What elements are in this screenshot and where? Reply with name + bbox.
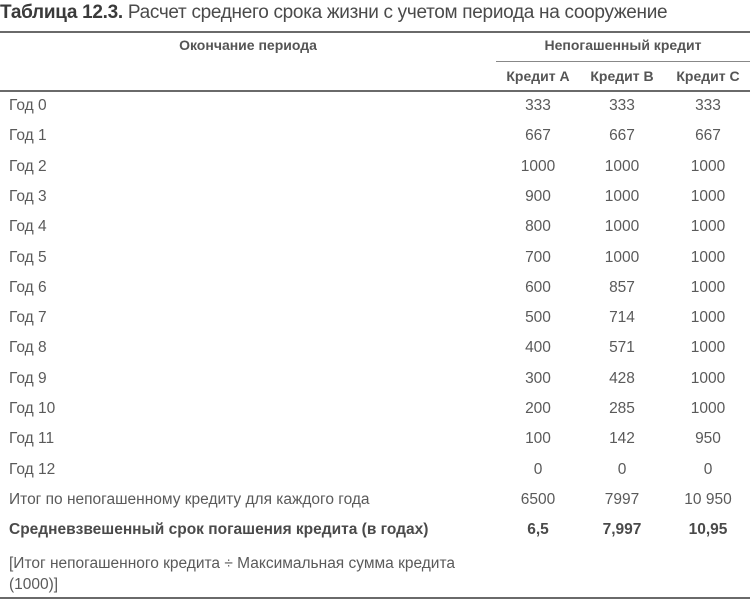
cell-credit-b: 285: [609, 400, 635, 417]
cell-credit-c: 1000: [690, 400, 726, 417]
table-row: [0, 456, 750, 486]
row-label: Год 4: [9, 218, 47, 236]
cell-credit-b: 1000: [604, 218, 640, 236]
header-unpaid-credit: Непогашенный кредит: [544, 37, 702, 53]
weighted-c: 10,95: [688, 521, 728, 538]
cell-credit-c: 1000: [690, 218, 726, 236]
cell-credit-b: 1000: [604, 248, 640, 266]
table-row: [0, 425, 750, 455]
table-row: [0, 244, 750, 274]
total-c: 10 950: [684, 491, 732, 508]
cell-credit-a: 1000: [520, 157, 556, 175]
table-number: Таблица 12.3.: [0, 2, 123, 23]
row-label: Год 5: [9, 248, 47, 266]
formula-note: [Итог непогашенного кредита ÷ Максимальная сумма кредита (1000)]: [9, 555, 456, 593]
row-label: Год 1: [9, 127, 47, 145]
table-row: [0, 395, 750, 425]
cell-credit-a: 400: [525, 339, 551, 357]
cell-credit-b: 571: [609, 339, 635, 357]
header-period: Окончание периода: [179, 37, 317, 53]
row-label: Год 6: [9, 278, 47, 296]
cell-credit-b: 0: [617, 460, 627, 478]
weighted-row: [0, 516, 750, 546]
table-row: [0, 92, 750, 122]
cell-credit-c: 1000: [690, 309, 726, 327]
cell-credit-c: 1000: [690, 278, 726, 296]
cell-credit-a: 0: [533, 460, 543, 478]
row-label: Год 12: [9, 460, 56, 478]
weighted-label: Средневзвешенный срок погашения кредита (в годах): [9, 521, 429, 538]
header-credit-a: Кредит A: [506, 68, 570, 84]
row-label: Год 10: [9, 400, 56, 417]
cell-credit-c: 1000: [690, 339, 726, 357]
bottom-rule: [0, 597, 750, 599]
cell-credit-c: 0: [703, 460, 713, 478]
table-title: [0, 2, 667, 24]
cell-credit-b: 428: [609, 369, 635, 387]
cell-credit-c: 1000: [690, 157, 726, 175]
cell-credit-a: 700: [525, 248, 551, 266]
table-row: [0, 153, 750, 183]
top-rule: [0, 31, 750, 33]
cell-credit-a: 500: [525, 309, 551, 327]
total-a: 6500: [520, 491, 556, 508]
row-label: Год 9: [9, 369, 47, 387]
cell-credit-b: 1000: [604, 187, 640, 205]
weighted-a: 6,5: [527, 521, 549, 538]
subheader-rule: [496, 61, 750, 62]
row-label: Год 8: [9, 339, 47, 357]
cell-credit-c: 1000: [690, 369, 726, 387]
row-label: Год 7: [9, 309, 47, 327]
table-row: [0, 213, 750, 243]
total-label: Итог по непогашенному кредиту для каждого года: [9, 491, 370, 508]
cell-credit-a: 300: [525, 369, 551, 387]
table-row: [0, 334, 750, 364]
cell-credit-b: 333: [609, 97, 635, 114]
cell-credit-c: 1000: [690, 187, 726, 205]
cell-credit-b: 667: [609, 127, 635, 145]
cell-credit-a: 900: [525, 187, 551, 205]
row-label: Год 11: [9, 430, 55, 448]
cell-credit-c: 333: [695, 97, 721, 114]
cell-credit-c: 1000: [690, 248, 726, 266]
cell-credit-a: 333: [525, 97, 551, 114]
header-credit-c: Кредит C: [676, 68, 740, 84]
table-row: [0, 183, 750, 213]
cell-credit-a: 800: [525, 218, 551, 236]
cell-credit-b: 1000: [604, 157, 640, 175]
cell-credit-a: 667: [525, 127, 551, 145]
cell-credit-a: 100: [525, 430, 551, 448]
row-label: Год 2: [9, 157, 47, 175]
cell-credit-c: 950: [695, 430, 721, 448]
total-row: [0, 486, 750, 516]
table-caption: Расчет среднего срока жизни с учетом периода на сооружение: [127, 2, 668, 23]
row-label: Год 0: [9, 97, 47, 114]
table-row: [0, 304, 750, 334]
weighted-b: 7,997: [602, 521, 642, 538]
table-row: [0, 274, 750, 304]
cell-credit-b: 714: [609, 309, 635, 327]
cell-credit-a: 600: [525, 278, 551, 296]
cell-credit-b: 142: [609, 430, 635, 448]
table-row: [0, 365, 750, 395]
row-label: Год 3: [9, 187, 47, 205]
table-row: [0, 122, 750, 152]
cell-credit-a: 200: [525, 400, 551, 417]
header-credit-b: Кредит B: [590, 68, 654, 84]
total-b: 7997: [604, 491, 640, 508]
cell-credit-b: 857: [609, 278, 635, 296]
cell-credit-c: 667: [695, 127, 721, 145]
